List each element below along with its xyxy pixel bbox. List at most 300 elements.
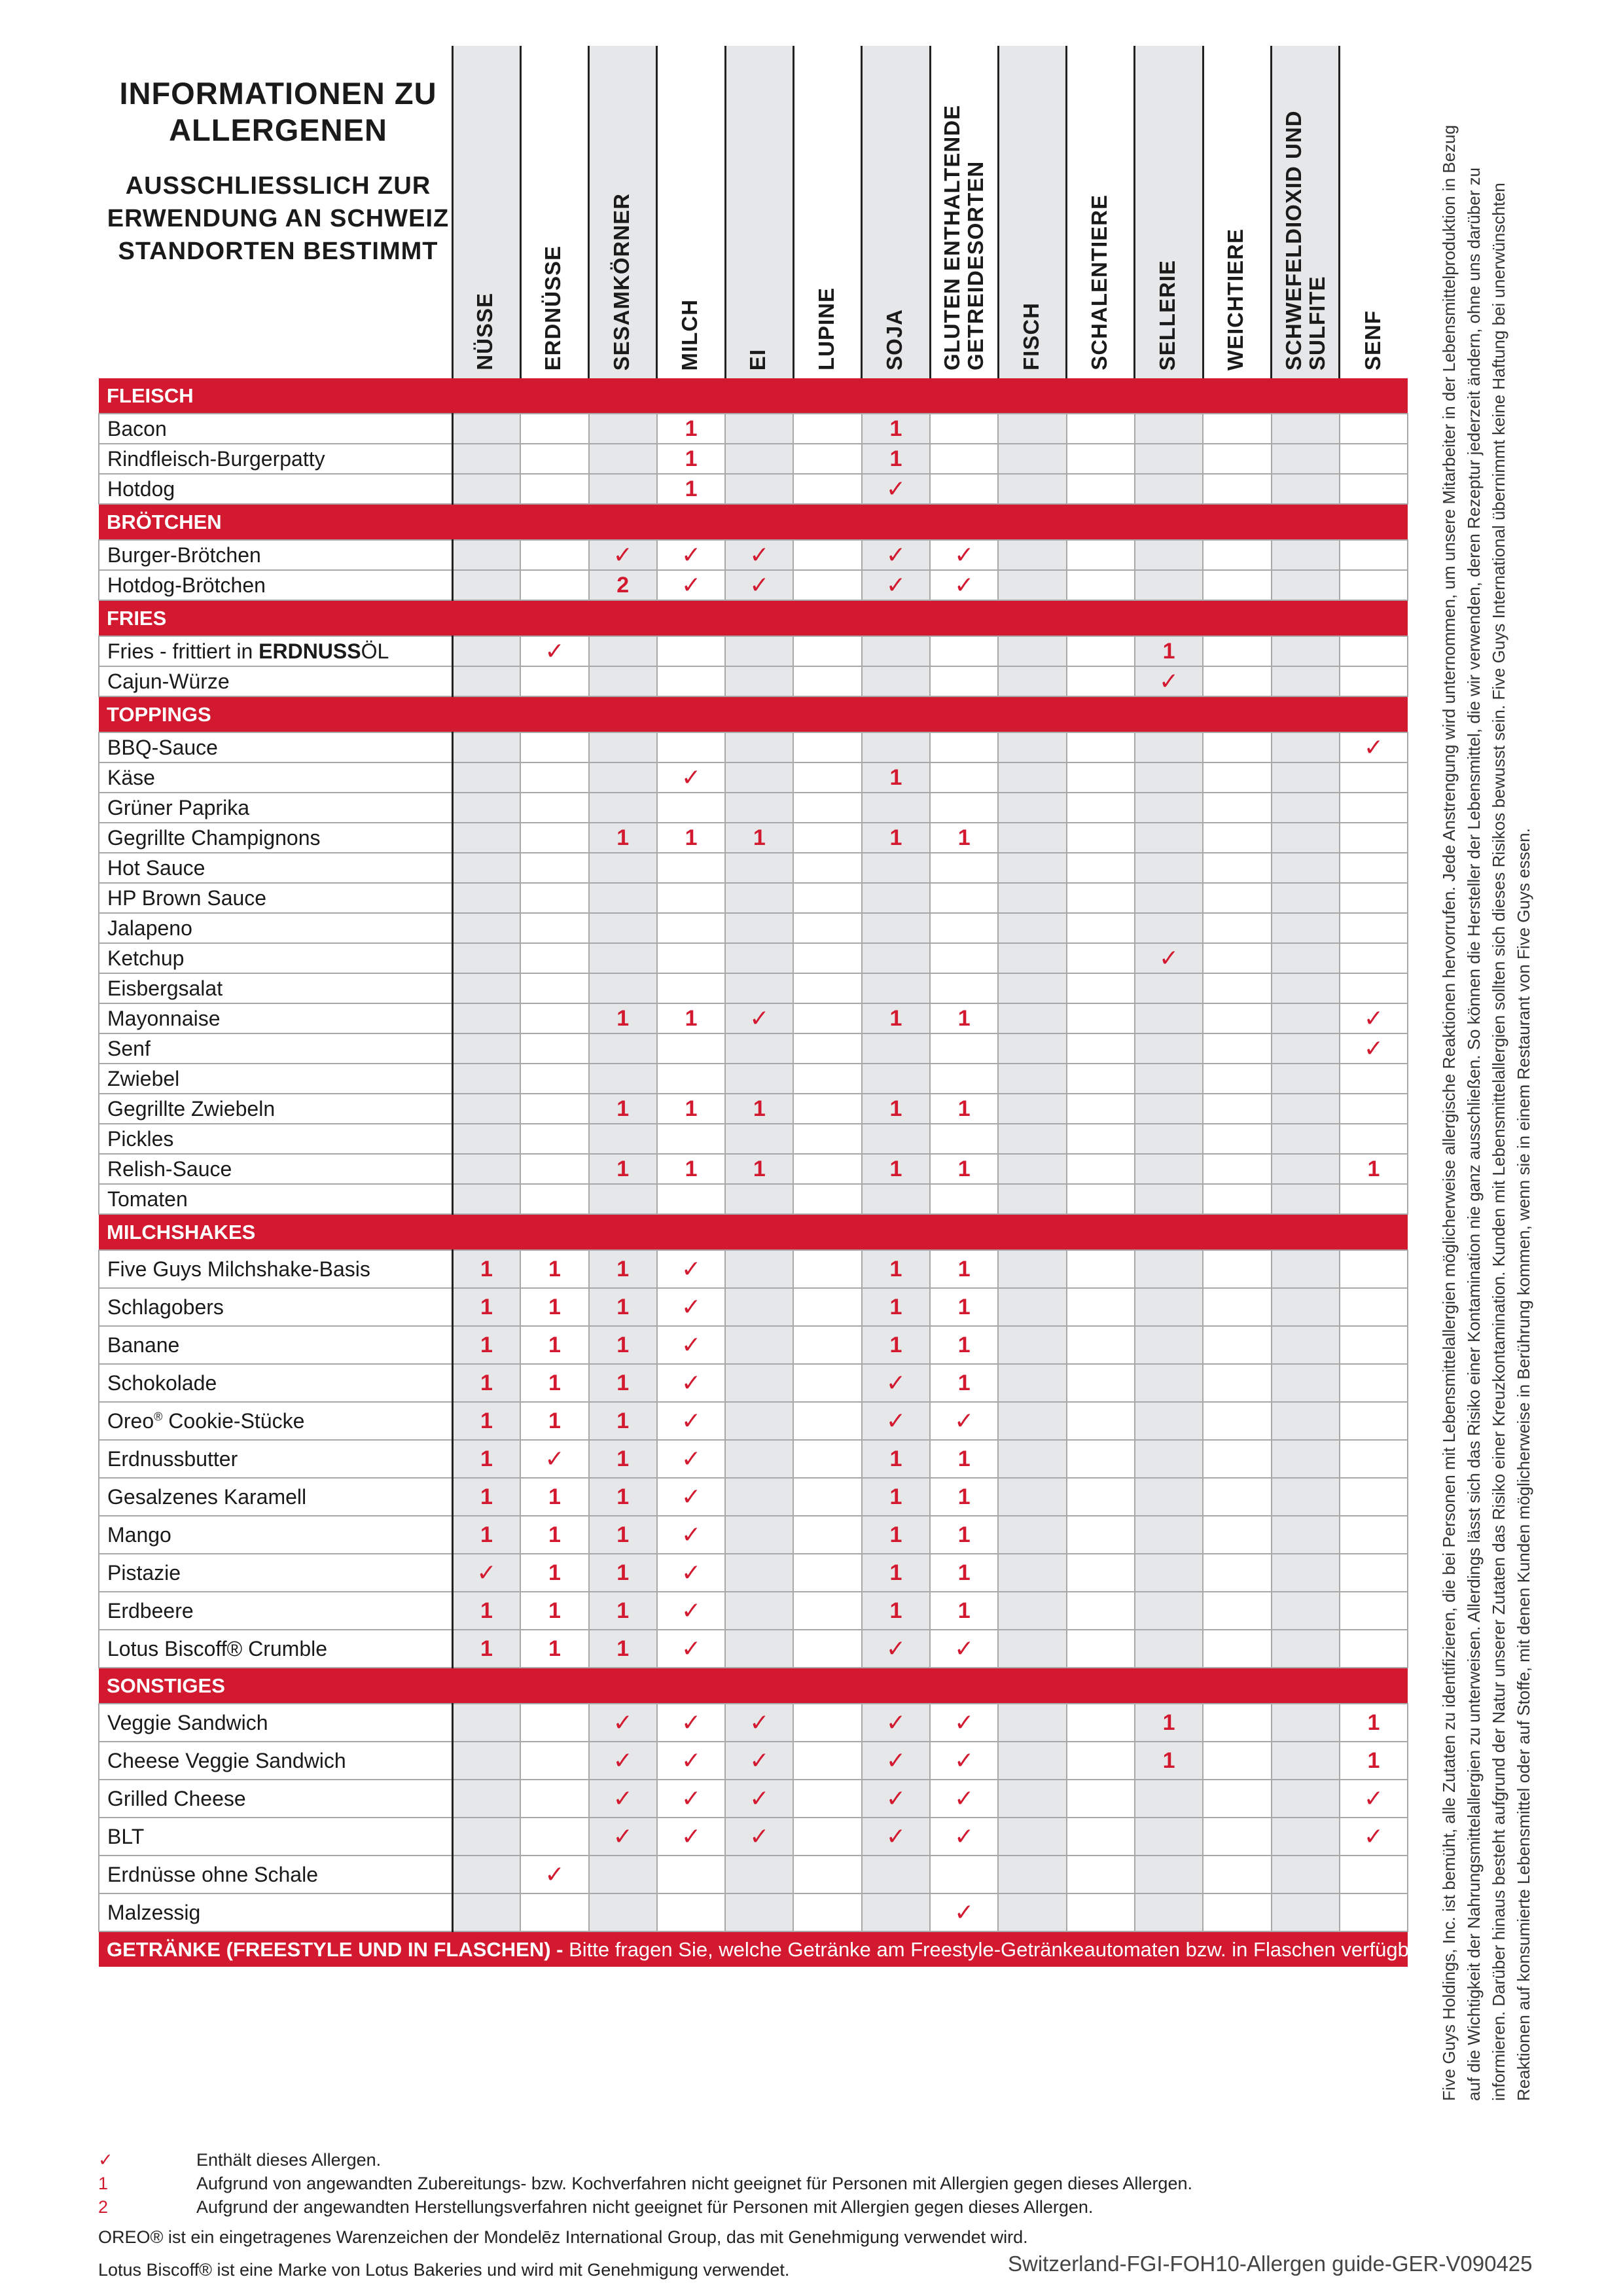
allergen-cell	[1135, 474, 1203, 504]
allergen-cell	[1203, 1402, 1271, 1440]
allergen-cell	[998, 1630, 1066, 1668]
allergen-cell	[1067, 666, 1135, 696]
table-row	[99, 1094, 1408, 1124]
check-icon: ✓	[681, 1331, 702, 1358]
allergen-cell	[452, 570, 520, 600]
allergen-cell	[1272, 570, 1340, 600]
allergen-cell	[1203, 1893, 1271, 1931]
item-name: Erdnussbutter	[99, 1440, 452, 1478]
allergen-cell	[930, 1592, 998, 1630]
table-row	[99, 913, 1408, 943]
item-name: BLT	[99, 1818, 452, 1856]
allergen-cell	[520, 1630, 588, 1668]
allergen-note-number: 1	[957, 1256, 971, 1282]
allergen-cell	[1272, 1478, 1340, 1516]
allergen-cell	[520, 1704, 588, 1742]
check-icon: ✓	[1363, 1005, 1384, 1031]
item-name: Cajun-Würze	[99, 666, 452, 696]
allergen-cell	[930, 570, 998, 600]
allergen-cell	[1067, 823, 1135, 853]
allergen-cell	[589, 636, 657, 666]
allergen-cell	[725, 1630, 793, 1668]
allergen-cell	[1272, 1184, 1340, 1214]
allergen-note-number: 1	[548, 1256, 561, 1282]
allergen-cell	[1135, 823, 1203, 853]
allergen-cell	[657, 1288, 725, 1326]
allergen-cell	[793, 1704, 861, 1742]
allergen-cell	[862, 973, 930, 1003]
allergen-cell	[657, 1364, 725, 1402]
allergen-cell	[793, 853, 861, 883]
header-row	[99, 46, 1408, 378]
allergen-cell	[998, 1742, 1066, 1780]
allergen-cell	[998, 853, 1066, 883]
allergen-cell	[930, 973, 998, 1003]
allergen-cell	[1340, 1440, 1408, 1478]
allergen-cell	[998, 666, 1066, 696]
allergen-cell	[793, 1124, 861, 1154]
allergen-cell	[520, 444, 588, 474]
allergen-cell	[589, 1440, 657, 1478]
allergen-note-number: 1	[616, 1294, 630, 1319]
allergen-cell	[520, 540, 588, 570]
item-name-part: ÖL	[361, 639, 389, 663]
check-icon: ✓	[885, 1407, 906, 1434]
allergen-cell	[1203, 853, 1271, 883]
allergen-cell	[1135, 913, 1203, 943]
allergen-cell	[1067, 474, 1135, 504]
allergen-note-number: 1	[548, 1484, 561, 1509]
allergen-cell	[862, 732, 930, 762]
check-icon: ✓	[885, 541, 906, 568]
allergen-cell	[725, 1554, 793, 1592]
check-icon: ✓	[544, 1445, 565, 1472]
allergen-cell	[862, 1250, 930, 1288]
check-icon: ✓	[681, 1709, 702, 1736]
allergen-note-number: 1	[616, 1522, 630, 1547]
allergen-cell	[998, 1154, 1066, 1184]
allergen-cell	[1135, 1154, 1203, 1184]
allergen-cell	[930, 1326, 998, 1364]
allergen-cell	[1272, 1554, 1340, 1592]
item-name: Zwiebel	[99, 1064, 452, 1094]
allergen-cell	[1135, 1742, 1203, 1780]
allergen-cell	[657, 1184, 725, 1214]
check-icon: ✓	[681, 1407, 702, 1434]
allergen-cell	[1203, 1742, 1271, 1780]
allergen-cell	[1135, 1033, 1203, 1064]
allergen-cell	[520, 973, 588, 1003]
allergen-cell	[657, 1856, 725, 1893]
column-header	[930, 46, 998, 378]
check-icon: ✓	[885, 475, 906, 502]
allergen-note-number: 1	[480, 1332, 493, 1357]
allergen-cell	[589, 1742, 657, 1780]
allergen-note-number: 1	[889, 416, 902, 441]
allergen-cell	[1340, 570, 1408, 600]
allergen-cell	[1203, 1818, 1271, 1856]
allergen-cell	[930, 636, 998, 666]
allergen-cell	[998, 1364, 1066, 1402]
allergen-cell	[1067, 1630, 1135, 1668]
allergen-cell	[862, 762, 930, 793]
column-header	[862, 46, 930, 378]
allergen-cell	[1340, 943, 1408, 973]
allergen-cell	[1272, 1154, 1340, 1184]
section-title: SONSTIGES	[107, 1674, 225, 1697]
column-label: SENF	[1360, 310, 1385, 370]
allergen-cell	[725, 762, 793, 793]
allergen-cell	[793, 666, 861, 696]
allergen-cell	[1203, 883, 1271, 913]
allergen-cell	[452, 1704, 520, 1742]
allergen-cell	[793, 1440, 861, 1478]
section-cell	[99, 378, 1408, 414]
allergen-cell	[1203, 636, 1271, 666]
allergen-cell	[1135, 1124, 1203, 1154]
allergen-cell	[862, 1326, 930, 1364]
column-label: NÜSSE	[473, 293, 497, 370]
allergen-note-number: 1	[889, 1446, 902, 1471]
allergen-note-number: 1	[753, 1096, 766, 1121]
allergen-cell	[793, 1516, 861, 1554]
allergen-cell	[1340, 540, 1408, 570]
allergen-cell	[520, 1856, 588, 1893]
section-header	[99, 378, 1408, 414]
column-label: GLUTEN ENTHALTENDE GETREIDESORTEN	[940, 104, 988, 370]
check-icon: ✓	[544, 1861, 565, 1888]
table-row	[99, 793, 1408, 823]
column-header	[998, 46, 1066, 378]
allergen-cell	[998, 1064, 1066, 1094]
table-row	[99, 853, 1408, 883]
check-icon: ✓	[681, 1521, 702, 1548]
allergen-cell	[725, 1064, 793, 1094]
allergen-note-number: 1	[548, 1636, 561, 1661]
table-row	[99, 1818, 1408, 1856]
allergen-cell	[930, 1440, 998, 1478]
drinks-text: Bitte fragen Sie, welche Getränke am Freestyle-Getränkeautomaten bzw. in Flaschen verfügbar sind	[563, 1937, 1470, 1961]
check-icon: ✓	[954, 1823, 974, 1850]
allergen-cell	[930, 793, 998, 823]
allergen-cell	[1272, 1818, 1340, 1856]
check-icon: ✓	[1159, 668, 1179, 694]
allergen-cell	[1135, 1402, 1203, 1440]
allergen-note-number: 1	[1367, 1710, 1380, 1735]
allergen-cell	[725, 1288, 793, 1326]
allergen-cell	[520, 1780, 588, 1818]
allergen-cell	[1340, 1402, 1408, 1440]
allergen-cell	[1340, 1780, 1408, 1818]
allergen-cell	[1272, 1124, 1340, 1154]
check-icon: ✓	[681, 1747, 702, 1774]
item-name: Relish-Sauce	[99, 1154, 452, 1184]
check-icon: ✓	[885, 571, 906, 598]
section-header	[99, 696, 1408, 732]
allergen-cell	[1272, 1630, 1340, 1668]
allergen-cell	[1135, 1094, 1203, 1124]
item-name: Hotdog	[99, 474, 452, 504]
allergen-cell	[1135, 1818, 1203, 1856]
allergen-cell	[793, 1154, 861, 1184]
allergen-cell	[1272, 1592, 1340, 1630]
allergen-cell	[725, 823, 793, 853]
allergen-cell	[1067, 1780, 1135, 1818]
allergen-cell	[520, 1742, 588, 1780]
allergen-note-number: 1	[685, 1156, 698, 1181]
allergen-cell	[998, 1478, 1066, 1516]
allergen-cell	[930, 1780, 998, 1818]
column-header	[589, 46, 657, 378]
allergen-cell	[520, 1033, 588, 1064]
check-icon: ✓	[613, 1823, 633, 1850]
allergen-cell	[793, 474, 861, 504]
allergen-cell	[862, 1742, 930, 1780]
allergen-cell	[1340, 1033, 1408, 1064]
allergen-cell	[1272, 853, 1340, 883]
allergen-cell	[1135, 793, 1203, 823]
allergen-cell	[520, 1003, 588, 1033]
allergen-cell	[657, 1893, 725, 1931]
allergen-cell	[1203, 1094, 1271, 1124]
allergen-cell	[589, 1064, 657, 1094]
allergen-cell	[452, 636, 520, 666]
allergen-cell	[1203, 732, 1271, 762]
allergen-cell	[725, 883, 793, 913]
allergen-cell	[1272, 732, 1340, 762]
column-header	[520, 46, 588, 378]
allergen-cell	[793, 636, 861, 666]
allergen-cell	[725, 540, 793, 570]
allergen-cell	[793, 1554, 861, 1592]
allergen-cell	[1203, 762, 1271, 793]
allergen-cell	[520, 474, 588, 504]
allergen-cell	[1135, 762, 1203, 793]
allergen-cell	[657, 1402, 725, 1440]
item-name: Tomaten	[99, 1184, 452, 1214]
check-icon: ✓	[613, 1747, 633, 1774]
allergen-cell	[793, 570, 861, 600]
allergen-cell	[998, 823, 1066, 853]
allergen-cell	[862, 1094, 930, 1124]
check-icon: ✓	[681, 541, 702, 568]
legend-item	[98, 2150, 1028, 2174]
allergen-note-number: 1	[889, 1096, 902, 1121]
allergen-note-number: 1	[480, 1484, 493, 1509]
allergen-cell	[1272, 444, 1340, 474]
column-header	[1067, 46, 1135, 378]
allergen-cell	[1272, 793, 1340, 823]
allergen-cell	[1272, 414, 1340, 444]
table-row	[99, 1064, 1408, 1094]
allergen-cell	[1272, 1326, 1340, 1364]
item-name: HP Brown Sauce	[99, 883, 452, 913]
allergen-note-number: 1	[685, 825, 698, 850]
allergen-cell	[1203, 474, 1271, 504]
allergen-cell	[1067, 1250, 1135, 1288]
check-icon: ✓	[749, 1823, 770, 1850]
item-name: Ketchup	[99, 943, 452, 973]
allergen-cell	[1203, 540, 1271, 570]
allergen-cell	[793, 444, 861, 474]
allergen-cell	[520, 1154, 588, 1184]
check-icon: ✓	[954, 1899, 974, 1926]
allergen-cell	[998, 1592, 1066, 1630]
item-name: BBQ-Sauce	[99, 732, 452, 762]
allergen-note-number: 1	[548, 1332, 561, 1357]
allergen-cell	[1135, 1250, 1203, 1288]
column-header	[793, 46, 861, 378]
allergen-cell	[452, 1554, 520, 1592]
allergen-cell	[725, 1250, 793, 1288]
allergen-cell	[1067, 570, 1135, 600]
allergen-cell	[1135, 666, 1203, 696]
allergen-cell	[793, 1184, 861, 1214]
allergen-cell	[725, 1154, 793, 1184]
allergen-cell	[1340, 1326, 1408, 1364]
allergen-cell	[589, 474, 657, 504]
allergen-cell	[725, 1516, 793, 1554]
item-name: Erdbeere	[99, 1592, 452, 1630]
allergen-cell	[1135, 1288, 1203, 1326]
allergen-cell	[793, 1250, 861, 1288]
allergen-cell	[862, 1154, 930, 1184]
allergen-note-number: 1	[480, 1408, 493, 1433]
allergen-cell	[1135, 1478, 1203, 1516]
check-icon: ✓	[749, 1709, 770, 1736]
allergen-cell	[725, 1478, 793, 1516]
allergen-cell	[589, 1250, 657, 1288]
allergen-cell	[930, 762, 998, 793]
allergen-cell	[657, 1704, 725, 1742]
allergen-cell	[1272, 1893, 1340, 1931]
item-name: Eisbergsalat	[99, 973, 452, 1003]
table-row	[99, 1033, 1408, 1064]
allergen-note-number: 1	[1162, 638, 1175, 664]
allergen-cell	[520, 1064, 588, 1094]
allergen-note-number: 1	[548, 1370, 561, 1395]
allergen-cell	[998, 570, 1066, 600]
allergen-cell	[657, 540, 725, 570]
allergen-cell	[930, 1003, 998, 1033]
item-name-part: Oreo	[107, 1408, 154, 1433]
allergen-cell	[862, 474, 930, 504]
drinks-banner	[99, 1931, 1408, 1967]
allergen-cell	[452, 414, 520, 444]
legend-text: Aufgrund der angewandten Herstellungsverfahren nicht geeignet für Personen mit Allergien gegen dieses Allergen.	[196, 2197, 1094, 2217]
allergen-cell	[520, 1094, 588, 1124]
allergen-cell	[1067, 1184, 1135, 1214]
table-row	[99, 1704, 1408, 1742]
allergen-cell	[725, 474, 793, 504]
allergen-cell	[1272, 474, 1340, 504]
allergen-cell	[452, 1003, 520, 1033]
allergen-cell	[589, 1033, 657, 1064]
allergen-cell	[657, 1326, 725, 1364]
allergen-note-number: 1	[616, 1156, 630, 1181]
allergen-cell	[452, 1630, 520, 1668]
allergen-cell	[452, 973, 520, 1003]
table-row	[99, 1003, 1408, 1033]
allergen-cell	[1067, 636, 1135, 666]
table-row	[99, 414, 1408, 444]
allergen-cell	[1203, 1064, 1271, 1094]
allergen-cell	[1135, 943, 1203, 973]
allergen-cell	[930, 913, 998, 943]
allergen-cell	[657, 1780, 725, 1818]
table-row	[99, 823, 1408, 853]
allergen-cell	[1067, 1704, 1135, 1742]
column-header	[452, 46, 520, 378]
allergen-cell	[725, 853, 793, 883]
allergen-table	[98, 46, 1470, 1967]
allergen-cell	[657, 1124, 725, 1154]
column-header	[1340, 46, 1408, 378]
allergen-cell	[452, 1402, 520, 1440]
allergen-cell	[657, 636, 725, 666]
allergen-note-number: 1	[480, 1522, 493, 1547]
section-header	[99, 1668, 1408, 1704]
allergen-cell	[930, 1742, 998, 1780]
allergen-cell	[520, 1250, 588, 1288]
allergen-cell	[998, 793, 1066, 823]
allergen-cell	[1067, 1033, 1135, 1064]
allergen-cell	[1067, 762, 1135, 793]
allergen-cell	[657, 1003, 725, 1033]
allergen-cell	[1203, 1326, 1271, 1364]
item-name: Five Guys Milchshake-Basis	[99, 1250, 452, 1288]
allergen-cell	[725, 1402, 793, 1440]
allergen-cell	[1067, 1094, 1135, 1124]
allergen-cell	[452, 1094, 520, 1124]
allergen-cell	[1067, 1742, 1135, 1780]
allergen-note-number: 1	[889, 764, 902, 790]
allergen-note-number: 1	[685, 446, 698, 471]
allergen-cell	[589, 1592, 657, 1630]
allergen-cell	[862, 1124, 930, 1154]
table-row	[99, 636, 1408, 666]
allergen-cell	[1067, 1288, 1135, 1326]
allergen-cell	[657, 1094, 725, 1124]
allergen-cell	[793, 1780, 861, 1818]
check-icon: ✓	[954, 541, 974, 568]
section-title: FRIES	[107, 606, 167, 630]
allergen-cell	[862, 1064, 930, 1094]
allergen-note-number: 1	[957, 1522, 971, 1547]
allergen-cell	[862, 1184, 930, 1214]
allergen-cell	[1067, 1326, 1135, 1364]
allergen-cell	[657, 1154, 725, 1184]
allergen-cell	[657, 973, 725, 1003]
allergen-cell	[1067, 540, 1135, 570]
allergen-cell	[930, 1124, 998, 1154]
allergen-cell	[725, 793, 793, 823]
allergen-cell	[657, 570, 725, 600]
allergen-cell	[930, 1856, 998, 1893]
allergen-cell	[1272, 1440, 1340, 1478]
section-header	[99, 504, 1408, 540]
check-icon: ✓	[749, 1005, 770, 1031]
allergen-cell	[1203, 1184, 1271, 1214]
allergen-note-number: 1	[753, 1156, 766, 1181]
allergen-note-number: 1	[480, 1256, 493, 1282]
legend-item	[98, 2197, 1094, 2221]
allergen-cell	[862, 793, 930, 823]
item-name: Cheese Veggie Sandwich	[99, 1742, 452, 1780]
allergen-cell	[1135, 414, 1203, 444]
item-name: Bacon	[99, 414, 452, 444]
allergen-cell	[1340, 474, 1408, 504]
